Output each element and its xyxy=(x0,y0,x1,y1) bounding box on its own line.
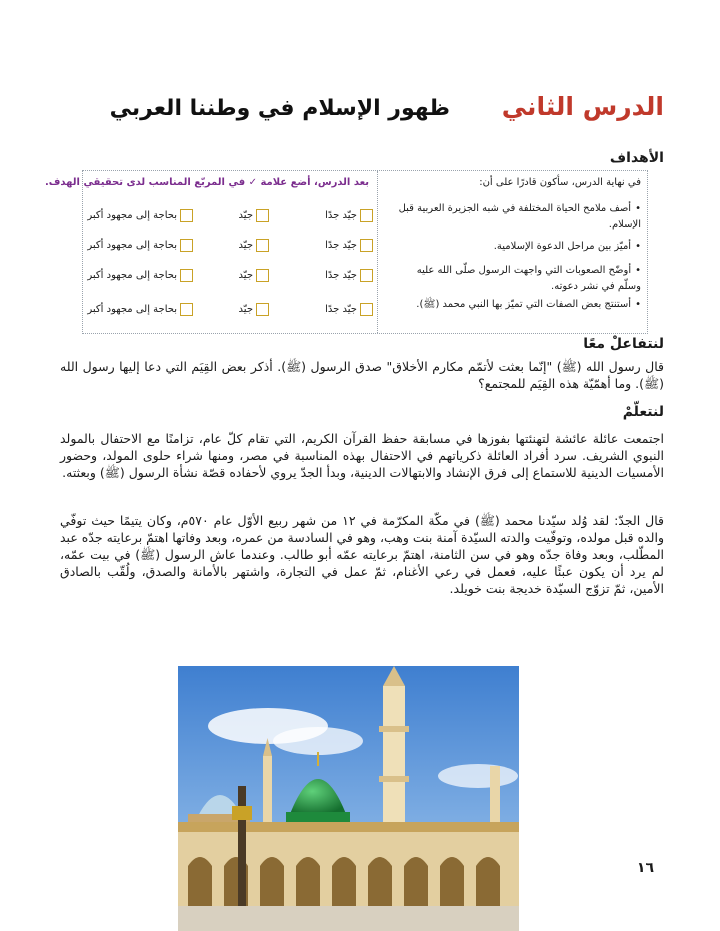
table-divider xyxy=(377,171,378,333)
minaret-balcony xyxy=(379,726,409,732)
rating-label: جيّد xyxy=(238,210,253,221)
lesson-header xyxy=(0,88,720,138)
page-number: ١٦ xyxy=(636,860,654,876)
rating-label: بحاجة إلى مجهود أكبر xyxy=(87,304,177,315)
lamp-post xyxy=(238,786,246,906)
rating-row xyxy=(83,269,377,289)
objective-item xyxy=(391,239,641,255)
objective-item xyxy=(391,263,641,295)
rating-label: جيّد xyxy=(238,240,253,251)
interact-paragraph: قال رسول الله (ﷺ) "إنّما بعثت لأتمّم مكارم الأخلاق" صدق الرسول (ﷺ). أذكر بعض القِيَم التي دعا إليها رسول الله (ﷺ). وما أهمّيّة هذه القِيَم للمجتمع؟ xyxy=(60,359,664,391)
lamp xyxy=(232,806,252,820)
rating-label: جيّد جدًا xyxy=(325,210,357,221)
objectives-table xyxy=(44,170,648,334)
checkbox[interactable] xyxy=(180,239,193,252)
rating-label: جيّد جدًا xyxy=(325,240,357,251)
arcade xyxy=(188,857,500,906)
rating-label: بحاجة إلى مجهود أكبر xyxy=(87,210,177,221)
bullet-icon: • xyxy=(635,241,641,252)
checkbox[interactable] xyxy=(360,239,373,252)
objectives-heading: الأهداف xyxy=(609,150,664,166)
checkbox[interactable] xyxy=(256,239,269,252)
rating-row xyxy=(83,239,377,259)
rating-row xyxy=(83,209,377,229)
wall-cornice xyxy=(178,822,519,832)
main-minaret xyxy=(383,686,405,836)
rating-label: جيّد xyxy=(238,304,253,315)
interact-heading: لنتفاعلْ معًا xyxy=(583,336,664,352)
checkbox[interactable] xyxy=(180,303,193,316)
learn-paragraph-1: اجتمعت عائلة عائشة لتهنئتها بفوزها في مسابقة حفظ القرآن الكريم، التي تقام كلّ عام، تزامنًا مع الاحتفال بالمولد النبوي الشريف. سرد أفراد العائلة ذكرياتهم في الاحتفال بهذه المناسبة في مصر، ومنها شراء حلوى المولد، وحضور الأمسيات الدينية للاستماع إلى فرق الإنشاد والابتهالات الدينية، وبدأ الجدّ يروي لأحفاده قصّة نشأة الرسول (ﷺ) وبعثته. xyxy=(60,431,664,480)
checkbox[interactable] xyxy=(360,303,373,316)
learn-heading: لنتعلّمْ xyxy=(622,404,664,420)
rating-label: بحاجة إلى مجهود أكبر xyxy=(87,270,177,281)
lesson-number: الدرس الثاني xyxy=(501,92,664,121)
objective-text: أستنتج بعض الصفات التي تميّز بها النبي محمد (ﷺ). xyxy=(416,299,632,310)
rating-label: جيّد جدًا xyxy=(325,270,357,281)
objective-text: أوضّح الصعوبات التي واجهت الرسول صلّى الله عليه وسلّم في نشر دعوته. xyxy=(416,265,641,292)
cloud xyxy=(438,764,518,788)
objective-text: أصف ملامح الحياة المختلفة في شبه الجزيرة العربية قبل الإسلام. xyxy=(398,203,641,230)
bullet-icon: • xyxy=(635,265,641,276)
cloud xyxy=(273,727,363,755)
checkbox[interactable] xyxy=(360,269,373,282)
checkbox[interactable] xyxy=(256,303,269,316)
rating-label: جيّد جدًا xyxy=(325,304,357,315)
rating-row xyxy=(83,303,377,323)
checkbox[interactable] xyxy=(256,209,269,222)
bullet-icon: • xyxy=(635,299,641,310)
minaret xyxy=(263,756,272,826)
checkbox[interactable] xyxy=(256,269,269,282)
dome-drum xyxy=(286,812,350,822)
learn-paragraph-2: قال الجدّ: لقد وُلد سيّدنا محمد (ﷺ) في مكّة المكرّمة في ١٢ من شهر ربيع الأوّل عام ٥٧٠م، وكان يتيمًا حيث توفّي والده قبل مولده، وتوفّيت والدته السيّدة آمنة بنت وهب، وهو في السادسة من عمره، وبعد وفاتها اهتمّ برعايته جدّه عبد المطّلب، وبعد وفاة جدّه وهو في سن الثامنة، اهتمّ برعايته عمّه أبو طالب. وعندما عاش الرسول (ﷺ) في بيت عمّه، لم يرد أن يكون عبئًا عليه، فعمل في رعي الأغنام، ثمّ عمل في التجارة، واشتهر بالأمانة والصدق، ولُقّب بالصادق الأمين، ثمّ تزوّج السيّدة خديجة بنت خويلد. xyxy=(60,513,664,596)
objective-item xyxy=(391,297,641,313)
minaret-balcony xyxy=(379,776,409,782)
rating-label: بحاجة إلى مجهود أكبر xyxy=(87,240,177,251)
mosque-photo xyxy=(178,666,519,931)
bullet-icon: • xyxy=(635,203,641,214)
lesson-title: ظهور الإسلام في وطننا العربي xyxy=(109,96,450,121)
rating-label: جيّد xyxy=(238,270,253,281)
checkbox[interactable] xyxy=(180,269,193,282)
objective-item xyxy=(391,201,641,233)
checkbox[interactable] xyxy=(360,209,373,222)
objectives-intro: في نهاية الدرس، سأكون قادرًا على أن: xyxy=(479,177,641,188)
courtyard xyxy=(178,906,519,931)
rating-instructions: بعد الدرس، أضع علامة ✓ في المربّع المناسب لدى تحقيقي الهدف. xyxy=(44,177,369,188)
objective-text: أميّز بين مراحل الدعوة الإسلامية. xyxy=(493,241,632,252)
checkbox[interactable] xyxy=(180,209,193,222)
prophets-mosque-illustration xyxy=(178,666,519,931)
